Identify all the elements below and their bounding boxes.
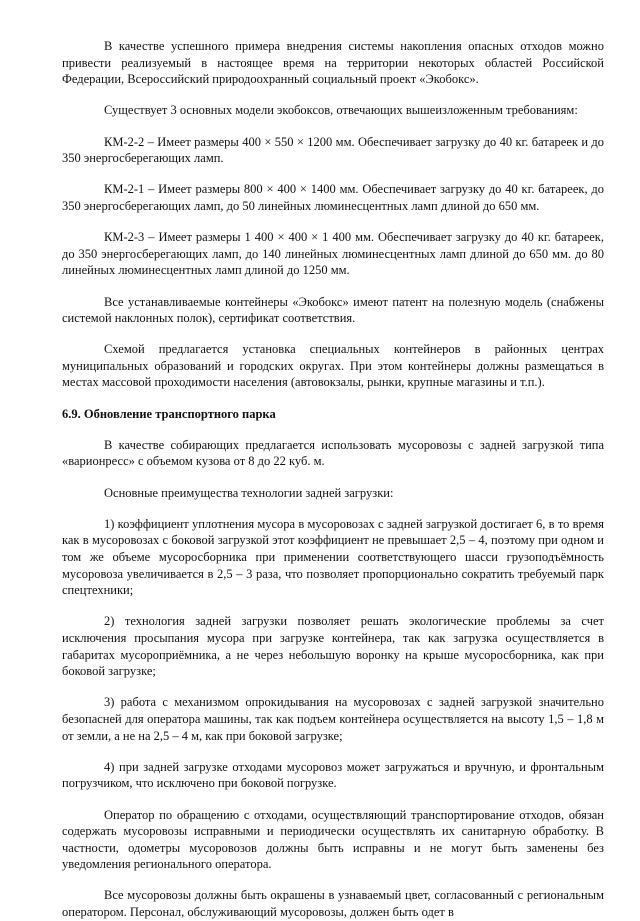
list-item-advantage-1: 1) коэффициент уплотнения мусора в мусоровозах с задней загрузкой достигает 6, в то время как в мусоровозах с боковой загрузкой этот коэффициент не превышает 2,5 – 4, поэтому при одном и том же объеме мусоросборника при применении соответствующего шасси грузоподъёмность мусоровоза увеличивается в 2,5 – 3 раза, что позволяет пропорционально сократить требуемый парк спецтехники; xyxy=(62,516,604,598)
section-heading-fleet-renewal: 6.9. Обновление транспортного парка xyxy=(62,406,276,421)
paragraph-container-placement: Схемой предлагается установка специальных контейнеров в районных центрах муниципальных образований и городских округах. При этом контейнеры должны размещаться в местах массовой проходимости населения (автовокзалы, рынки, крупные магазины и т.п.). xyxy=(62,342,604,390)
paragraph-model-km-2-1: КМ-2-1 – Имеет размеры 800 × 400 × 1400 мм. Обеспечивает загрузку до 40 кг. батареек, до 350 энергосберегающих ламп, до 50 линейных люминесцентных ламп длиной до 650 мм. xyxy=(62,182,604,213)
paragraph-operator-obligations: Оператор по обращению с отходами, осуществляющий транспортирование отходов, обязан содержать мусоровозы исправными и периодически осуществлять их санитарную обработку. В частности, одометры мусоровозов должны быть исправны и не могут быть заменены без уведомления регионального оператора. xyxy=(62,807,604,872)
paragraph-ecobox-example: В качестве успешного примера внедрения системы накопления опасных отходов можно привести реализуемый в настоящее время на территории некоторых областей Российской Федерации, Всероссийский природоохранный социальный проект «Экобокс». xyxy=(62,39,604,87)
paragraph-patent: Все устанавливаемые контейнеры «Экобокс» имеют патент на полезную модель (снабжены системой наклонных полок), сертификат соответствия. xyxy=(62,294,604,326)
paragraph-model-km-2-3: КМ-2-3 – Имеет размеры 1 400 × 400 × 1 400 мм. Обеспечивает загрузку до 40 кг. батареек, до 350 энергосберегающих ламп, до 140 линейных люминесцентных ламп длиной до 650 мм. до 80 линейных люминесцентных ламп длиной до 1250 мм. xyxy=(62,230,604,278)
paragraph-rear-loading-trucks: В качестве собирающих предлагается использовать мусоровозы с задней загрузкой типа «варионресс» с объемом кузова от 8 до 22 куб. м. xyxy=(62,437,604,469)
list-item-advantage-2: 2) технология задней загрузки позволяет решать экологические проблемы за счет исключения просыпания мусора при загрузке контейнера, так как загрузка осуществляется в габаритах мусороприёмника, а не через небольшую воронку на крыше мусоросборника, как при боковой загрузке; xyxy=(62,614,604,679)
paragraph-model-km-2-2: КМ-2-2 – Имеет размеры 400 × 550 × 1200 мм. Обеспечивает загрузку до 40 кг. батареек и до 350 энергосберегающих ламп. xyxy=(62,134,604,166)
paragraph-advantages-intro: Основные преимущества технологии задней загрузки: xyxy=(104,485,394,500)
list-item-advantage-3: 3) работа с механизмом опрокидывания на мусоровозах с задней загрузкой значительно безопасней для оператора машины, так как подъем контейнера осуществляется на высоту 1,5 – 1,8 м от земли, а не на 2,5 – 4 м, как при боковой загрузке; xyxy=(62,695,604,743)
list-item-advantage-4: 4) при задней загрузке отходами мусоровоз может загружаться и вручную, и фронтальным погрузчиком, что исключено при боковой погрузке. xyxy=(62,759,604,791)
paragraph-ecobox-models-intro: Существует 3 основных модели экобоксов, отвечающих вышеизложенным требованиям: xyxy=(104,103,578,118)
paragraph-truck-color: Все мусоровозы должны быть окрашены в узнаваемый цвет, согласованный с региональным оператором. Персонал, обслуживающий мусоровозы, должен быть одет в xyxy=(62,888,604,920)
